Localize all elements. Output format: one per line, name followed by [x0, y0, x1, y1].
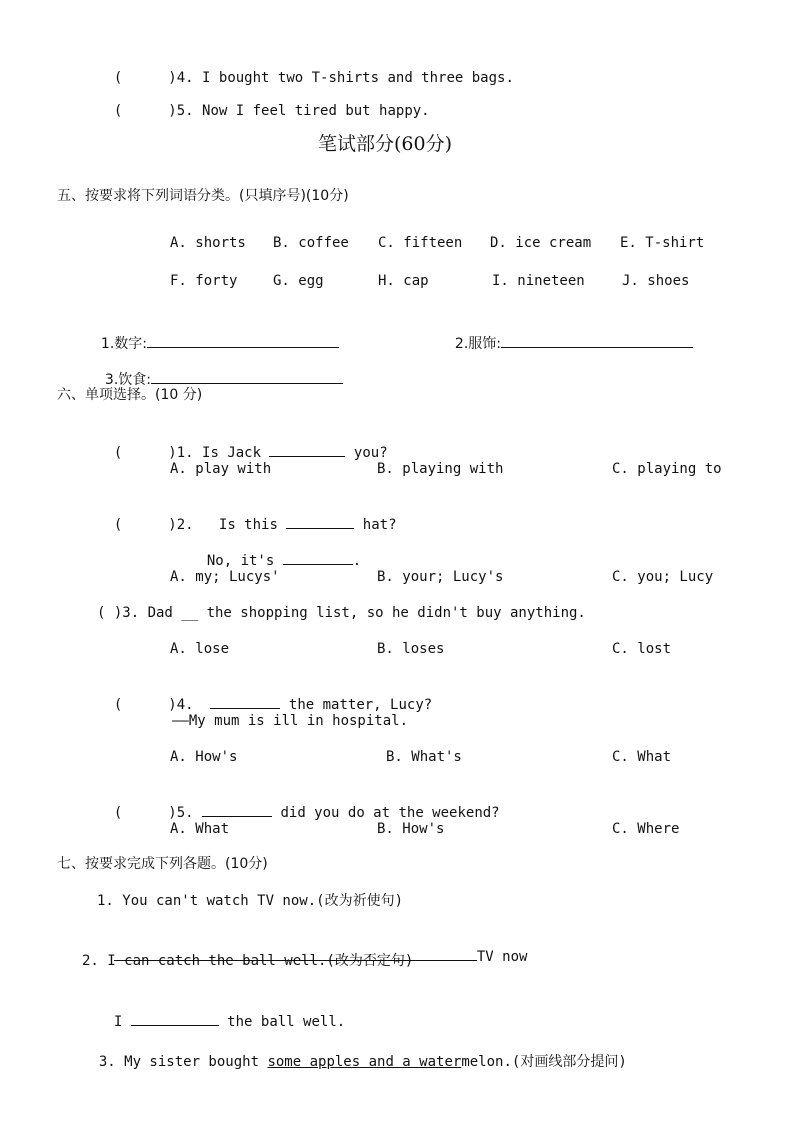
answer-blank[interactable] [151, 369, 343, 384]
underlined-phrase: some apples and a water [267, 1054, 462, 1070]
mc-question-5: ( )5. did you do at the weekend? [97, 784, 500, 822]
listening-item-5: ( )5. Now I feel tired but happy. [113, 103, 430, 119]
q3-option-a: A. lose [170, 641, 230, 657]
q4-option-a: A. How's [170, 749, 238, 765]
answer-paren[interactable]: ( [113, 70, 123, 86]
q4-response: ——My mum is ill in hospital. [172, 713, 409, 729]
option-a: A. shorts [170, 235, 246, 251]
answer-blank[interactable] [283, 550, 353, 565]
answer-paren[interactable]: ( [113, 103, 123, 119]
answer-blank[interactable] [202, 802, 272, 817]
answer-blank[interactable] [501, 333, 693, 348]
q2-option-a: A. my; Lucys' [170, 569, 280, 585]
answer-blank[interactable] [210, 694, 280, 709]
section-7-heading: 七、按要求完成下列各题。(10分) [57, 856, 268, 872]
mc-question-2: ( )2. Is this hat? [97, 496, 397, 534]
q4-option-c: C. What [612, 749, 672, 765]
option-d: D. ice cream [490, 235, 592, 251]
listening-item-4: ( )4. I bought two T-shirts and three bags. [113, 70, 514, 86]
answer-paren[interactable]: ( [113, 517, 123, 533]
answer-paren[interactable]: ( [113, 445, 123, 461]
category-clothing: 2.服饰: [446, 315, 693, 353]
transform-question-3: 3. My sister bought some apples and a watermelon.(对画线部分提问) [98, 1054, 627, 1070]
q1-option-a: A. play with [170, 461, 272, 477]
option-g: G. egg [273, 273, 324, 289]
q4-option-b: B. What's [386, 749, 462, 765]
category-numbers: 1.数字: [92, 315, 339, 353]
mc-question-1: ( )1. Is Jack you? [97, 424, 388, 462]
category-food: 3.饮食: [96, 351, 343, 389]
section-6-heading: 六、单项选择。(10 分) [57, 387, 203, 403]
transform-answer-2: I the ball well. [97, 993, 345, 1031]
option-f: F. forty [170, 273, 238, 289]
mc-question-4: ( )4. the matter, Lucy? [97, 676, 432, 714]
q2-response: No, it's . [190, 532, 361, 570]
transform-question-2: 2. I can catch the ball well.(改为否定句) [82, 953, 414, 969]
answer-blank[interactable] [269, 442, 345, 457]
transform-question-1: 1. You can't watch TV now.(改为祈使句) [97, 893, 404, 909]
q3-option-c: C. lost [612, 641, 672, 657]
option-i: I. nineteen [492, 273, 585, 289]
mc-question-3: ( )3. Dad __ the shopping list, so he didn't buy anything. [97, 605, 586, 621]
option-j: J. shoes [622, 273, 690, 289]
q2-option-c: C. you; Lucy [612, 569, 714, 585]
q3-option-b: B. loses [377, 641, 445, 657]
q2-option-b: B. your; Lucy's [377, 569, 504, 585]
option-c: C. fifteen [378, 235, 463, 251]
q5-option-b: B. How's [377, 821, 445, 837]
q5-option-a: A. What [170, 821, 230, 837]
q1-option-b: B. playing with [377, 461, 504, 477]
answer-paren[interactable]: ( [113, 697, 123, 713]
written-section-title: 笔试部分(60分) [318, 133, 453, 155]
transform-answer-1: TV now [97, 928, 527, 966]
q5-option-c: C. Where [612, 821, 680, 837]
answer-blank[interactable] [286, 514, 354, 529]
section-5-heading: 五、按要求将下列词语分类。(只填序号)(10分) [57, 188, 349, 204]
option-e: E. T-shirt [620, 235, 705, 251]
answer-blank[interactable] [131, 1011, 219, 1026]
q1-option-c: C. playing to [612, 461, 722, 477]
answer-paren[interactable]: ( [113, 805, 123, 821]
answer-blank[interactable] [147, 333, 339, 348]
option-b: B. coffee [273, 235, 349, 251]
option-h: H. cap [378, 273, 429, 289]
